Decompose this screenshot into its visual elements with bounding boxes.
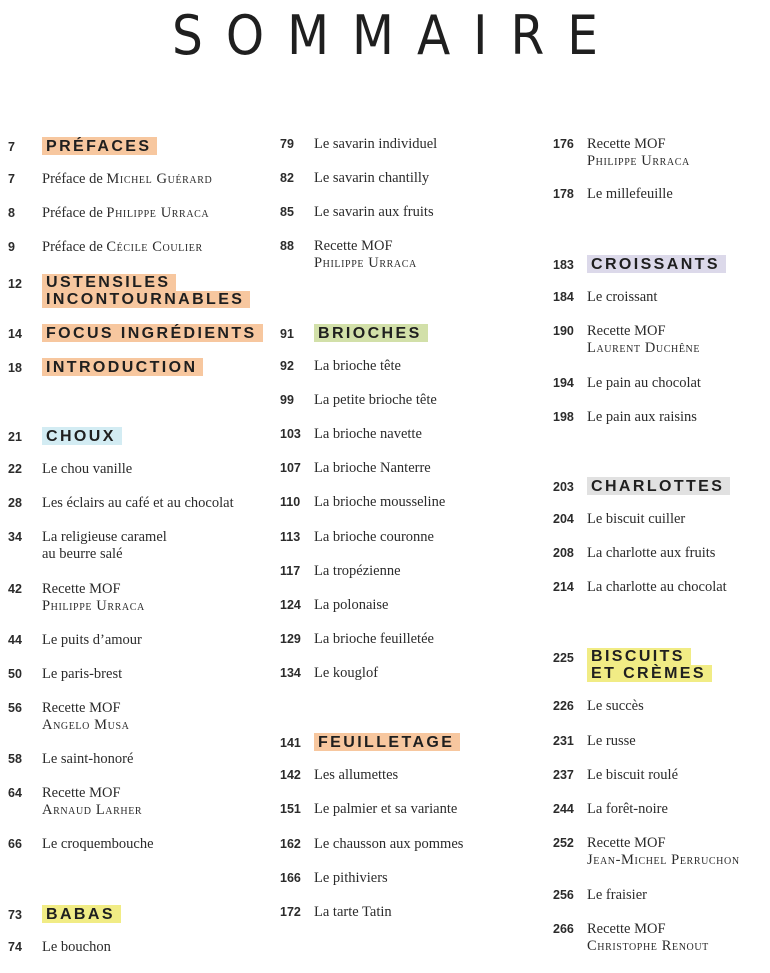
entry-title <box>587 186 673 203</box>
entry-label: Le palmier et sa variante <box>314 801 458 817</box>
entry-title <box>314 460 431 477</box>
entry-title <box>587 136 690 170</box>
page-number: 7 <box>8 140 15 154</box>
page-number: 226 <box>553 699 574 713</box>
entry-label-line2: au beurre salé <box>42 546 123 562</box>
entry-label: Le biscuit cuiller <box>587 511 686 527</box>
entry-title <box>42 529 167 563</box>
page-number: 256 <box>553 888 574 902</box>
page-number: 8 <box>8 206 15 220</box>
entry-label: Le kouglof <box>314 665 379 681</box>
page-number: 194 <box>553 376 574 390</box>
section-highlight: BRIOCHES <box>314 324 428 342</box>
section-title <box>42 427 122 445</box>
entry-label: Le chou vanille <box>42 461 133 477</box>
entry-label: La brioche feuilletée <box>314 631 434 647</box>
entry-label: Le bouchon <box>42 939 111 955</box>
entry-title <box>587 835 740 869</box>
entry-title <box>42 461 132 478</box>
page-number: 103 <box>280 427 301 441</box>
entry-title <box>587 698 644 715</box>
section-highlight: CHOUX <box>42 427 122 445</box>
page-number: 12 <box>8 277 22 291</box>
page-number: 266 <box>553 922 574 936</box>
section-highlight: BABAS <box>42 905 121 923</box>
entry-title <box>314 494 445 511</box>
chef-name: Philippe Urraca <box>42 598 145 614</box>
entry-title <box>587 733 636 750</box>
section-title <box>314 733 460 751</box>
entry-label: La tropézienne <box>314 563 401 579</box>
entry-title <box>314 767 398 784</box>
entry-title <box>314 801 457 818</box>
entry-title <box>314 870 388 887</box>
entry-title <box>587 375 701 392</box>
page-number: 56 <box>8 701 22 715</box>
page-number: 42 <box>8 582 22 596</box>
entry-label: La brioche mousseline <box>314 494 446 510</box>
entry-label: Le croquembouche <box>42 836 154 852</box>
page-number: 203 <box>553 480 574 494</box>
page-number: 91 <box>280 327 294 341</box>
page-number: 88 <box>280 239 294 253</box>
entry-label: La brioche couronne <box>314 529 434 545</box>
section-title-line: BISCUITS <box>587 648 691 665</box>
page-number: 74 <box>8 940 22 954</box>
page-number: 82 <box>280 171 294 185</box>
page-number: 50 <box>8 667 22 681</box>
entry-title <box>587 579 727 596</box>
page-number: 214 <box>553 580 574 594</box>
page-number: 166 <box>280 871 301 885</box>
entry-label: La tarte Tatin <box>314 904 392 920</box>
chef-name: Philippe Urraca <box>106 205 210 221</box>
entry-label: Le savarin individuel <box>314 136 438 152</box>
page-number: 22 <box>8 462 22 476</box>
entry-label: La polonaise <box>314 597 389 613</box>
chef-name: Angelo Musa <box>42 717 130 733</box>
entry-title <box>314 563 401 580</box>
entry-title <box>42 239 203 256</box>
entry-label: Recette MOF <box>42 700 121 716</box>
page-number: 178 <box>553 187 574 201</box>
entry-label: Le chausson aux pommes <box>314 836 464 852</box>
entry-title <box>42 836 154 853</box>
entry-title <box>42 495 234 512</box>
page-number: 79 <box>280 137 294 151</box>
entry-label: La brioche navette <box>314 426 422 442</box>
entry-title <box>587 323 700 357</box>
entry-title <box>42 632 142 649</box>
entry-label: Recette MOF <box>587 136 666 152</box>
entry-title <box>587 801 668 818</box>
page-number: 21 <box>8 430 22 444</box>
entry-title <box>314 426 422 443</box>
page-number: 231 <box>553 734 574 748</box>
page-number: 244 <box>553 802 574 816</box>
entry-title <box>42 785 142 819</box>
section-title <box>314 324 428 342</box>
entry-title <box>42 581 145 615</box>
entry-label: Le russe <box>587 733 636 749</box>
entry-label: Le biscuit roulé <box>587 767 679 783</box>
entry-title <box>42 939 111 956</box>
page-number: 134 <box>280 666 301 680</box>
page-number: 92 <box>280 359 294 373</box>
entry-label: La brioche Nanterre <box>314 460 431 476</box>
page-number: 99 <box>280 393 294 407</box>
page-number: 110 <box>280 495 301 509</box>
entry-label: Les allumettes <box>314 767 399 783</box>
page-number: 208 <box>553 546 574 560</box>
entry-label: Le savarin chantilly <box>314 170 430 186</box>
entry-label: Le succès <box>587 698 644 714</box>
page-number: 44 <box>8 633 22 647</box>
section-title <box>587 477 730 495</box>
entry-title <box>314 204 434 221</box>
page-number: 151 <box>280 802 301 816</box>
entry-label: Recette MOF <box>42 785 121 801</box>
page-number: 176 <box>553 137 574 151</box>
page-number: 252 <box>553 836 574 850</box>
entry-label: Le puits d’amour <box>42 632 142 648</box>
section-title-line: INCONTOURNABLES <box>42 291 250 308</box>
chef-name: Cécile Coulier <box>106 239 203 255</box>
page-number: 28 <box>8 496 22 510</box>
entry-title <box>42 205 209 222</box>
entry-label: La religieuse caramel <box>42 529 167 545</box>
entry-title <box>314 836 463 853</box>
entry-title <box>42 751 133 768</box>
entry-label: Préface de <box>42 239 107 255</box>
section-title-line: ET CRÈMES <box>587 665 712 682</box>
entry-title <box>587 921 709 955</box>
section-highlight: CROISSANTS <box>587 255 726 273</box>
section-highlight: FEUILLETAGE <box>314 733 460 751</box>
page-number: 183 <box>553 258 574 272</box>
page-number: 190 <box>553 324 574 338</box>
entry-label: La charlotte aux fruits <box>587 545 716 561</box>
entry-label: Le paris-brest <box>42 666 123 682</box>
section-title <box>587 648 712 682</box>
entry-label: Recette MOF <box>314 238 393 254</box>
chef-name: Arnaud Larher <box>42 802 143 818</box>
chef-name: Christophe Renout <box>587 938 709 954</box>
entry-title <box>42 700 129 734</box>
section-title <box>587 255 726 273</box>
page-number: 204 <box>553 512 574 526</box>
entry-label: Préface de <box>42 171 107 187</box>
entry-title <box>314 170 429 187</box>
entry-title <box>314 238 417 272</box>
entry-title <box>314 665 378 682</box>
page-number: 14 <box>8 327 22 341</box>
page-number: 172 <box>280 905 301 919</box>
section-title <box>42 324 263 342</box>
entry-label: Recette MOF <box>587 921 666 937</box>
entry-title <box>314 358 401 375</box>
page-number: 107 <box>280 461 301 475</box>
section-title <box>42 137 157 155</box>
page-number: 113 <box>280 530 301 544</box>
chef-name: Laurent Duchêne <box>587 340 701 356</box>
entry-label: La brioche tête <box>314 358 401 374</box>
chef-name: Philippe Urraca <box>314 255 417 271</box>
page-number: 225 <box>553 651 574 665</box>
entry-label: Le pain aux raisins <box>587 409 697 425</box>
entry-label: Le saint-honoré <box>42 751 134 767</box>
section-title <box>42 905 121 923</box>
page-title: SOMMAIRE <box>172 4 621 67</box>
entry-title <box>587 511 685 528</box>
entry-title <box>42 171 212 188</box>
page-number: 85 <box>280 205 294 219</box>
entry-label: Le pain au chocolat <box>587 375 701 391</box>
chef-name: Jean-Michel Perruchon <box>587 852 740 868</box>
entry-label: La charlotte au chocolat <box>587 579 727 595</box>
entry-label: Les éclairs au café et au chocolat <box>42 495 234 511</box>
page-number: 9 <box>8 240 15 254</box>
entry-label: La petite brioche tête <box>314 392 437 408</box>
entry-title <box>314 597 389 614</box>
entry-label: La forêt-noire <box>587 801 668 817</box>
entry-title <box>314 904 392 921</box>
entry-label: Le fraisier <box>587 887 647 903</box>
entry-label: Le millefeuille <box>587 186 673 202</box>
entry-title <box>314 392 437 409</box>
page-number: 142 <box>280 768 301 782</box>
section-title <box>42 358 203 376</box>
page-number: 73 <box>8 908 22 922</box>
entry-title <box>587 545 715 562</box>
entry-title <box>42 666 122 683</box>
entry-title <box>587 289 657 306</box>
page-number: 7 <box>8 172 15 186</box>
entry-title <box>587 409 697 426</box>
entry-label: Le croissant <box>587 289 658 305</box>
section-highlight: PRÉFACES <box>42 137 157 155</box>
section-highlight: CHARLOTTES <box>587 477 730 495</box>
entry-label: Recette MOF <box>587 835 666 851</box>
entry-label: Recette MOF <box>42 581 121 597</box>
entry-title <box>587 767 678 784</box>
entry-label: Le pithiviers <box>314 870 388 886</box>
page-number: 58 <box>8 752 22 766</box>
entry-label: Recette MOF <box>587 323 666 339</box>
page-number: 162 <box>280 837 301 851</box>
page-number: 66 <box>8 837 22 851</box>
page-number: 129 <box>280 632 301 646</box>
entry-title <box>587 887 647 904</box>
chef-name: Michel Guérard <box>106 171 213 187</box>
page-number: 237 <box>553 768 574 782</box>
page-number: 198 <box>553 410 574 424</box>
section-highlight: FOCUS INGRÉDIENTS <box>42 324 263 342</box>
page-number: 34 <box>8 530 22 544</box>
page-number: 124 <box>280 598 301 612</box>
entry-title <box>314 631 434 648</box>
chef-name: Philippe Urraca <box>587 153 690 169</box>
section-title <box>42 274 250 308</box>
section-highlight: INTRODUCTION <box>42 358 203 376</box>
page-number: 141 <box>280 736 301 750</box>
entry-title <box>314 136 437 153</box>
page-number: 18 <box>8 361 22 375</box>
page-number: 117 <box>280 564 301 578</box>
entry-title <box>314 529 434 546</box>
section-title-line: USTENSILES <box>42 274 176 291</box>
page-number: 64 <box>8 786 22 800</box>
entry-label: Le savarin aux fruits <box>314 204 434 220</box>
page-number: 184 <box>553 290 574 304</box>
entry-label: Préface de <box>42 205 107 221</box>
